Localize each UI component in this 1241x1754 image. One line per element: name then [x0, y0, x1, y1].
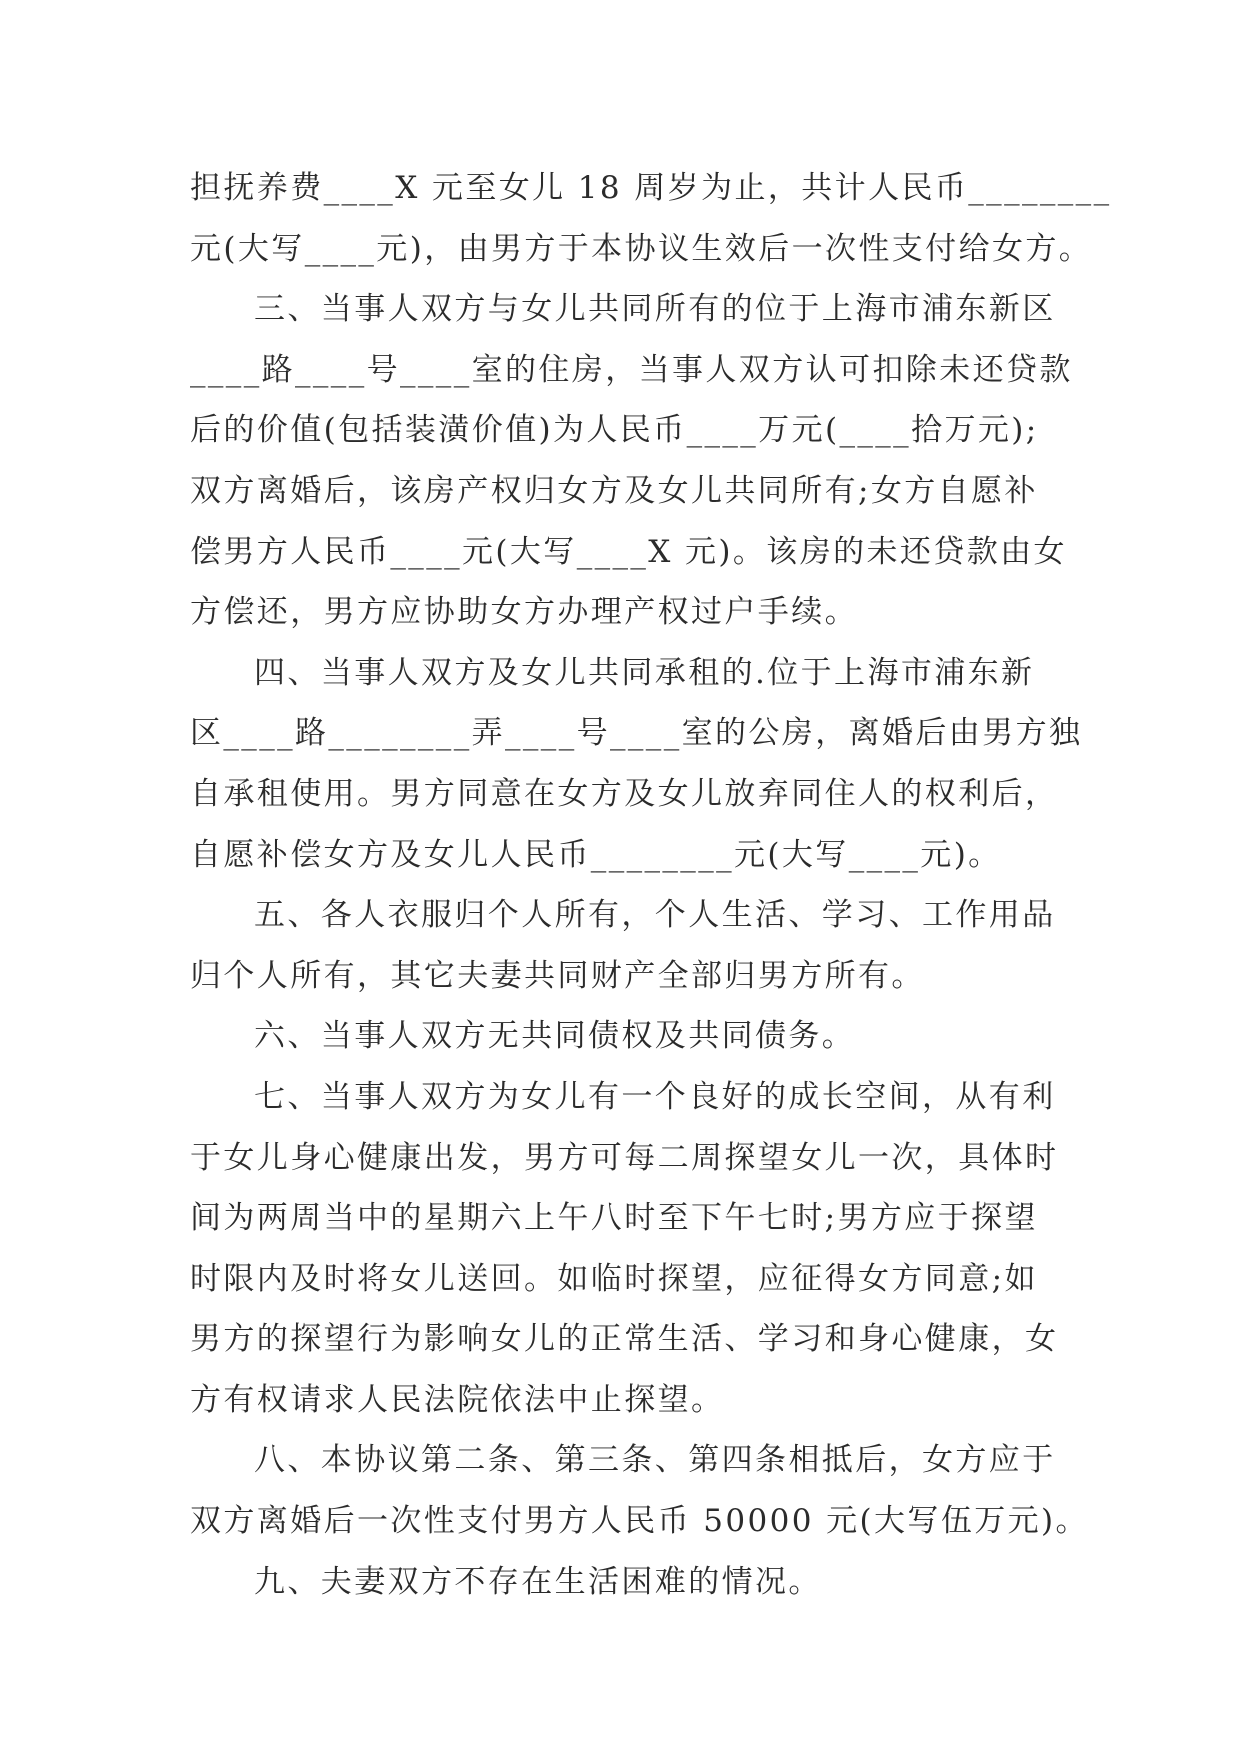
text-line: 双方离婚后一次性支付男方人民币 50000 元(大写伍万元)。 [190, 1503, 1089, 1540]
clause-eight-start: 八、本协议第二条、第三条、第四条相抵后，女方应于 [254, 1442, 1056, 1479]
text-line: 方偿还，男方应协助女方办理产权过户手续。 [190, 594, 858, 631]
text-line: 担抚养费____X 元至女儿 18 周岁为止，共计人民币________ [190, 170, 1112, 206]
text-line: 方有权请求人民法院依法中止探望。 [190, 1381, 725, 1418]
clause-nine: 九、夫妻双方不存在生活困难的情况。 [254, 1563, 822, 1600]
text-line: 时限内及时将女儿送回。如临时探望，应征得女方同意;如 [190, 1260, 1038, 1297]
clause-seven-start: 七、当事人双方为女儿有一个良好的成长空间，从有利 [254, 1078, 1056, 1115]
agreement-body [190, 158, 1112, 1612]
text-line: 间为两周当中的星期六上午八时至下午七时;男方应于探望 [190, 1200, 1038, 1237]
text-line: 双方离婚后，该房产权归女方及女儿共同所有;女方自愿补 [190, 472, 1038, 509]
text-line: 自愿补偿女方及女儿人民币________元(大写____元)。 [190, 836, 1002, 873]
text-line: 归个人所有，其它夫妻共同财产全部归男方所有。 [190, 957, 925, 994]
clause-four-start: 四、当事人双方及女儿共同承租的.位于上海市浦东新 [254, 654, 1035, 691]
text-line: 区____路________弄____号____室的公房，离婚后由男方独 [190, 715, 1083, 752]
text-line: 于女儿身心健康出发，男方可每二周探望女儿一次，具体时 [190, 1139, 1059, 1176]
text-line: 自承租使用。男方同意在女方及女儿放弃同住人的权利后， [190, 775, 1059, 812]
clause-five-start: 五、各人衣服归个人所有，个人生活、学习、工作用品 [254, 897, 1056, 934]
text-line: 男方的探望行为影响女儿的正常生活、学习和身心健康，女 [190, 1321, 1059, 1358]
clause-three-start: 三、当事人双方与女儿共同所有的位于上海市浦东新区 [254, 291, 1056, 328]
text-line: 偿男方人民币____元(大写____X 元)。该房的未还贷款由女 [190, 533, 1067, 570]
text-line: 元(大写____元)，由男方于本协议生效后一次性支付给女方。 [190, 230, 1093, 267]
text-line: 后的价值(包括装潢价值)为人民币____万元(____拾万元); [190, 412, 1039, 449]
text-line: ____路____号____室的住房，当事人双方认可扣除未还贷款 [190, 351, 1073, 388]
clause-six: 六、当事人双方无共同债权及共同债务。 [254, 1018, 856, 1055]
